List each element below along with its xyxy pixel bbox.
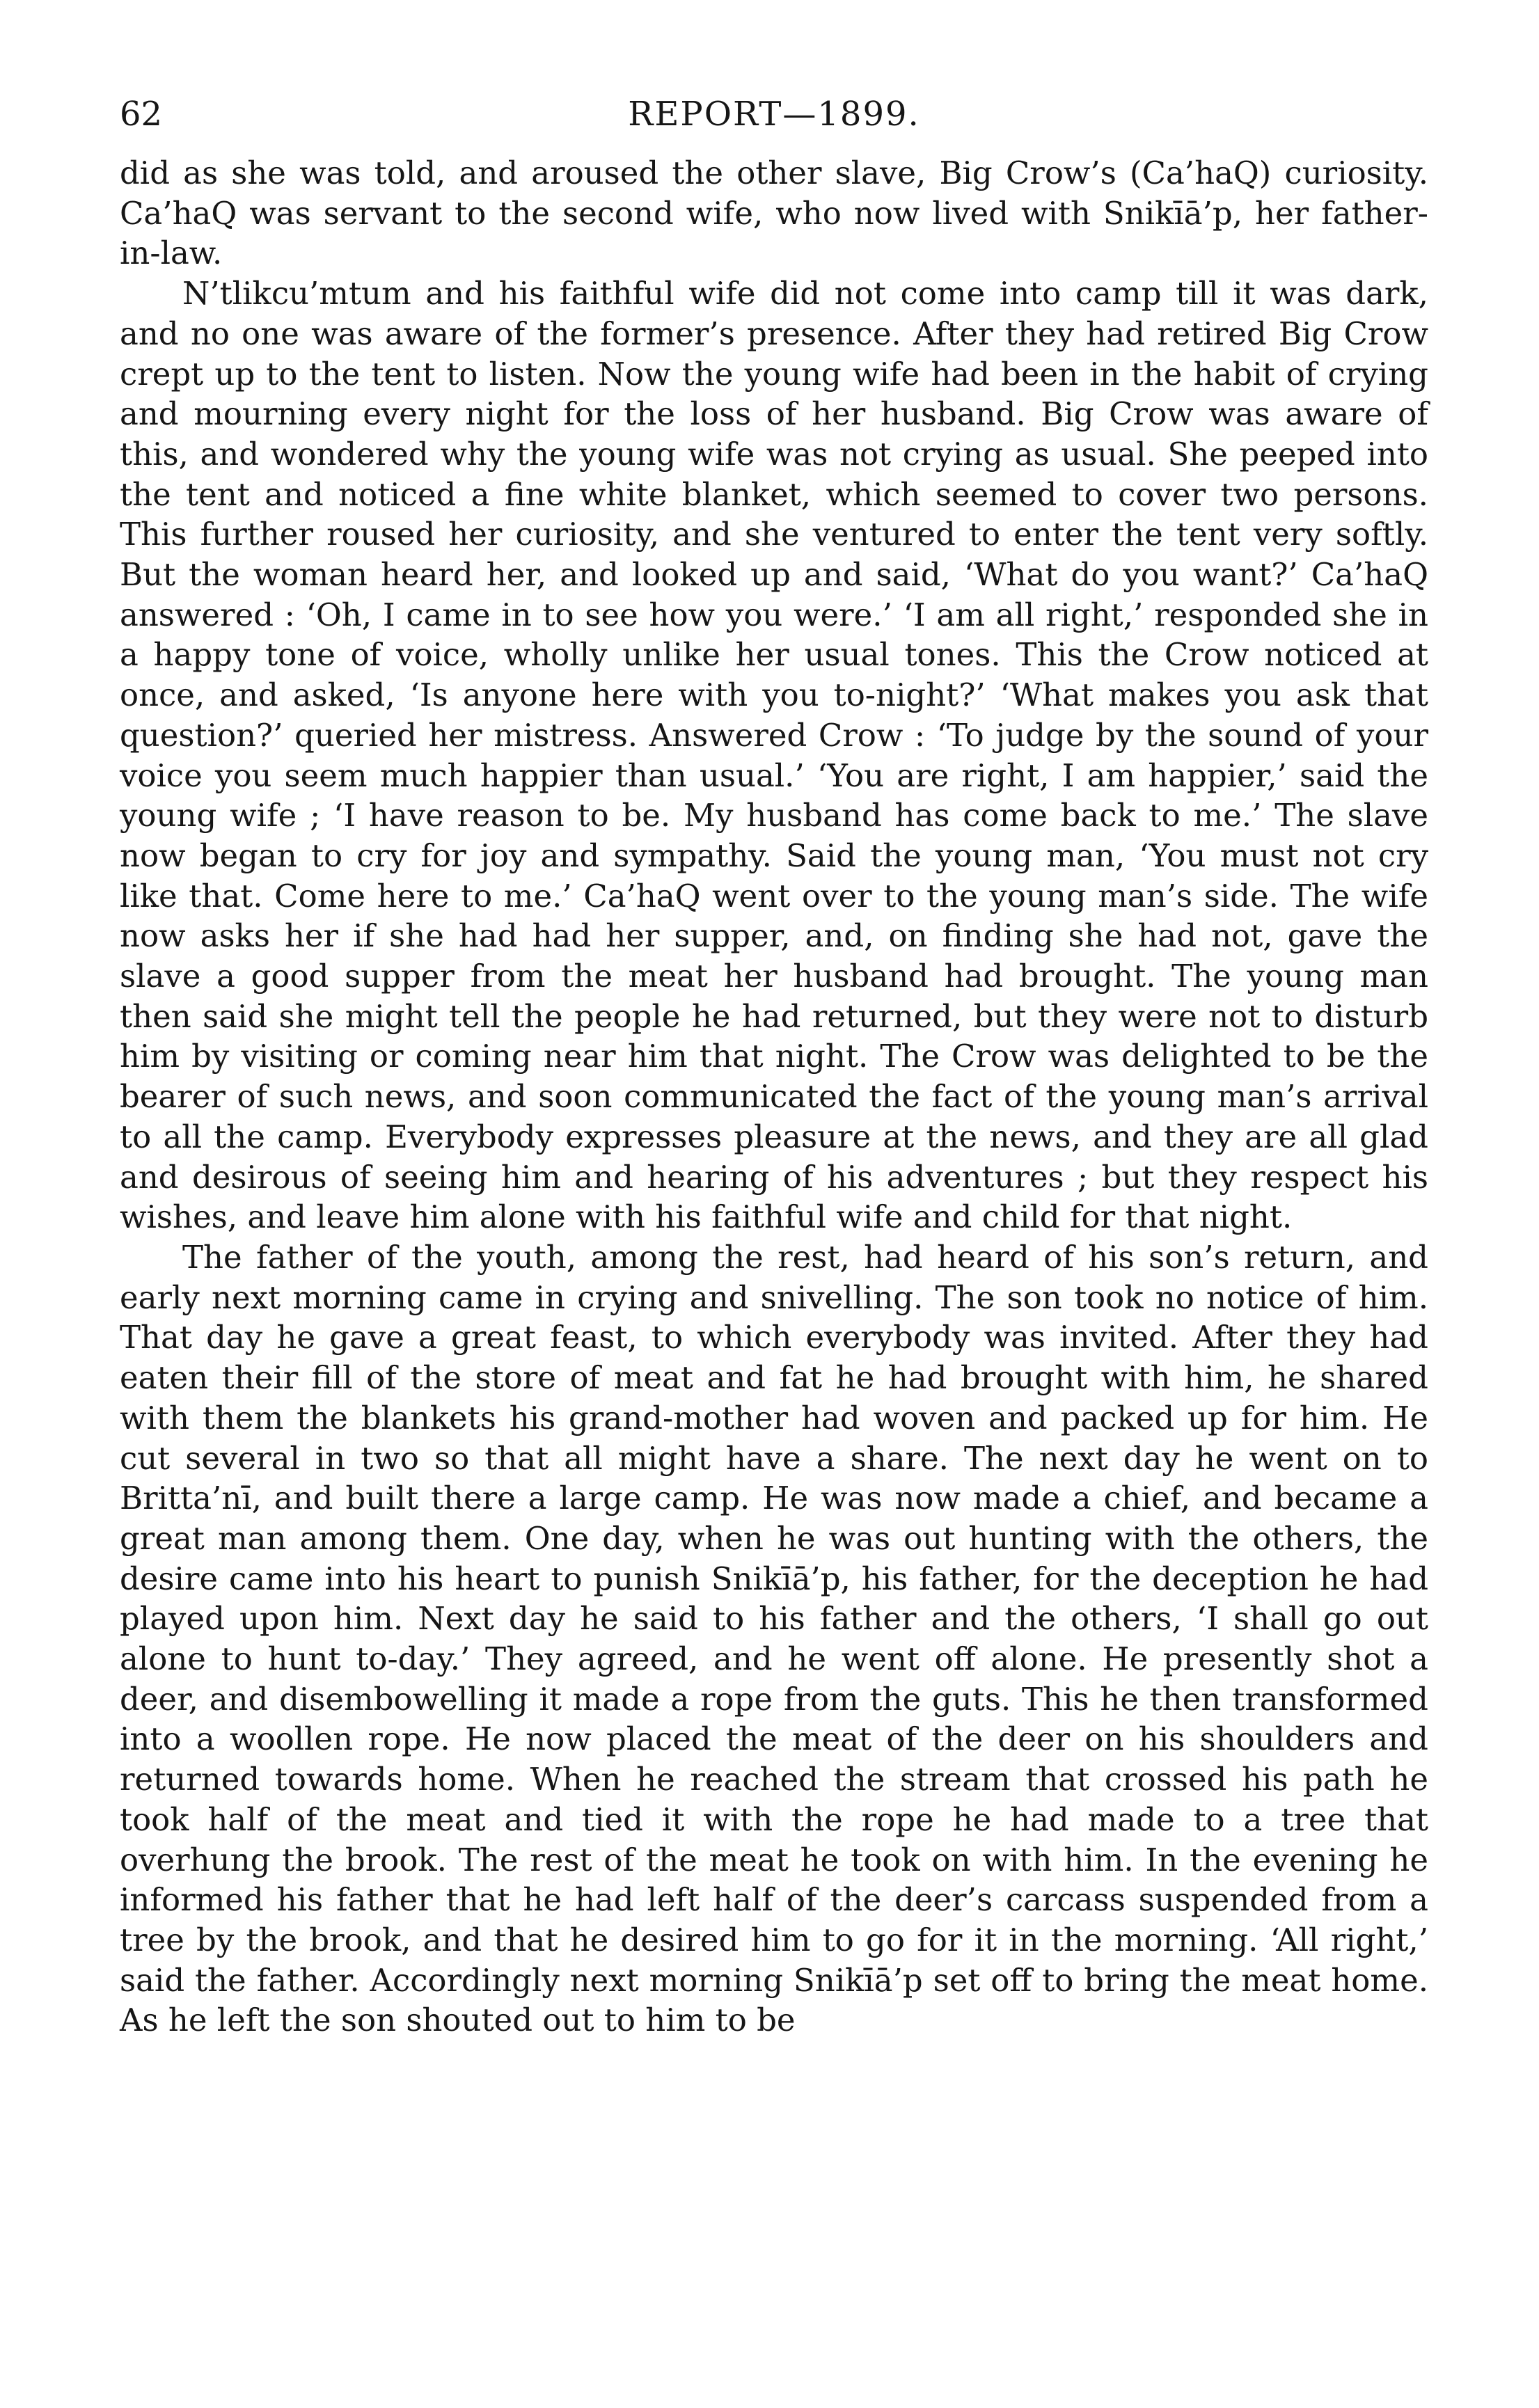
- running-header: [120, 97, 1428, 153]
- paragraph: did as she was told, and aroused the other slave, Big Crow’s (Ca’haQ) curiosity. Ca’haQ was servant to the second wife, who now lived with Snikīā’p, her father-in-law.: [120, 155, 1428, 272]
- running-title: REPORT—1899.: [628, 95, 920, 134]
- paragraph: The father of the youth, among the rest, had heard of his son’s return, and early next morning came in crying and snivelling. The son took no notice of him. That day he gave a great feast, to which everybody was invited. After they had eaten their fill of the store of meat and fat he had brought with him, he shared with them the blankets his grand-mother had woven and packed up for him. He cut several in two so that all might have a share. The next day he went on to Britta’nī, and built there a large camp. He was now made a chief, and became a great man among them. One day, when he was out hunting with the others, the desire came into his heart to punish Snikīā’p, his father, for the deception he had played upon him. Next day he said to his father and the others, ‘I shall go out alone to hunt to-day.’ They agreed, and he went off alone. He presently shot a deer, and disembowelling it made a rope from the guts. This he then transformed into a woollen rope. He now placed the meat of the deer on his shoulders and returned towards home. When he reached the stream that crossed his path he took half of the meat and tied it with the rope he had made to a tree that overhung the brook. The rest of the meat he took on with him. In the evening he informed his father that he had left half of the deer’s carcass suspended from a tree by the brook, and that he desired him to go for it in the morning. ‘All right,’ said the father. Accordingly next morning Snikīā’p set off to bring the meat home. As he left the son shouted out to him to be: [120, 1238, 1428, 2039]
- page: [120, 97, 1428, 2041]
- paragraph: N’tlikcu’mtum and his faithful wife did not come into camp till it was dark, and no one was aware of the former’s presence. After they had retired Big Crow crept up to the tent to listen. Now the young wife had been in the habit of crying and mourning every night for the loss of her husband. Big Crow was aware of this, and wondered why the young wife was not crying as usual. She peeped into the tent and noticed a fine white blanket, which seemed to cover two persons. This further roused her curiosity, and she ventured to enter the tent very softly. But the woman heard her, and looked up and said, ‘What do you want?’ Ca’haQ answered : ‘Oh, I came in to see how you were.’ ‘I am all right,’ responded she in a happy tone of voice, wholly unlike her usual tones. This the Crow noticed at once, and asked, ‘Is anyone here with you to-night?’ ‘What makes you ask that question?’ queried her mistress. Answered Crow : ‘To judge by the sound of your voice you seem much happier than usual.’ ‘You are right, I am happier,’ said the young wife ; ‘I have reason to be. My husband has come back to me.’ The slave now began to cry for joy and sympathy. Said the young man, ‘You must not cry like that. Come here to me.’ Ca’haQ went over to the young man’s side. The wife now asks her if she had had her supper, and, on finding she had not, gave the slave a good supper from the meat her husband had brought. The young man then said she might tell the people he had returned, but they were not to disturb him by visiting or coming near him that night. The Crow was delighted to be the bearer of such news, and soon communicated the fact of the young man’s arrival to all the camp. Everybody expresses pleasure at the news, and they are all glad and desirous of seeing him and hearing of his adventures ; but they respect his wishes, and leave him alone with his faithful wife and child for that night.: [120, 275, 1428, 1236]
- body-text: [120, 153, 1428, 2041]
- page-number: 62: [120, 95, 163, 134]
